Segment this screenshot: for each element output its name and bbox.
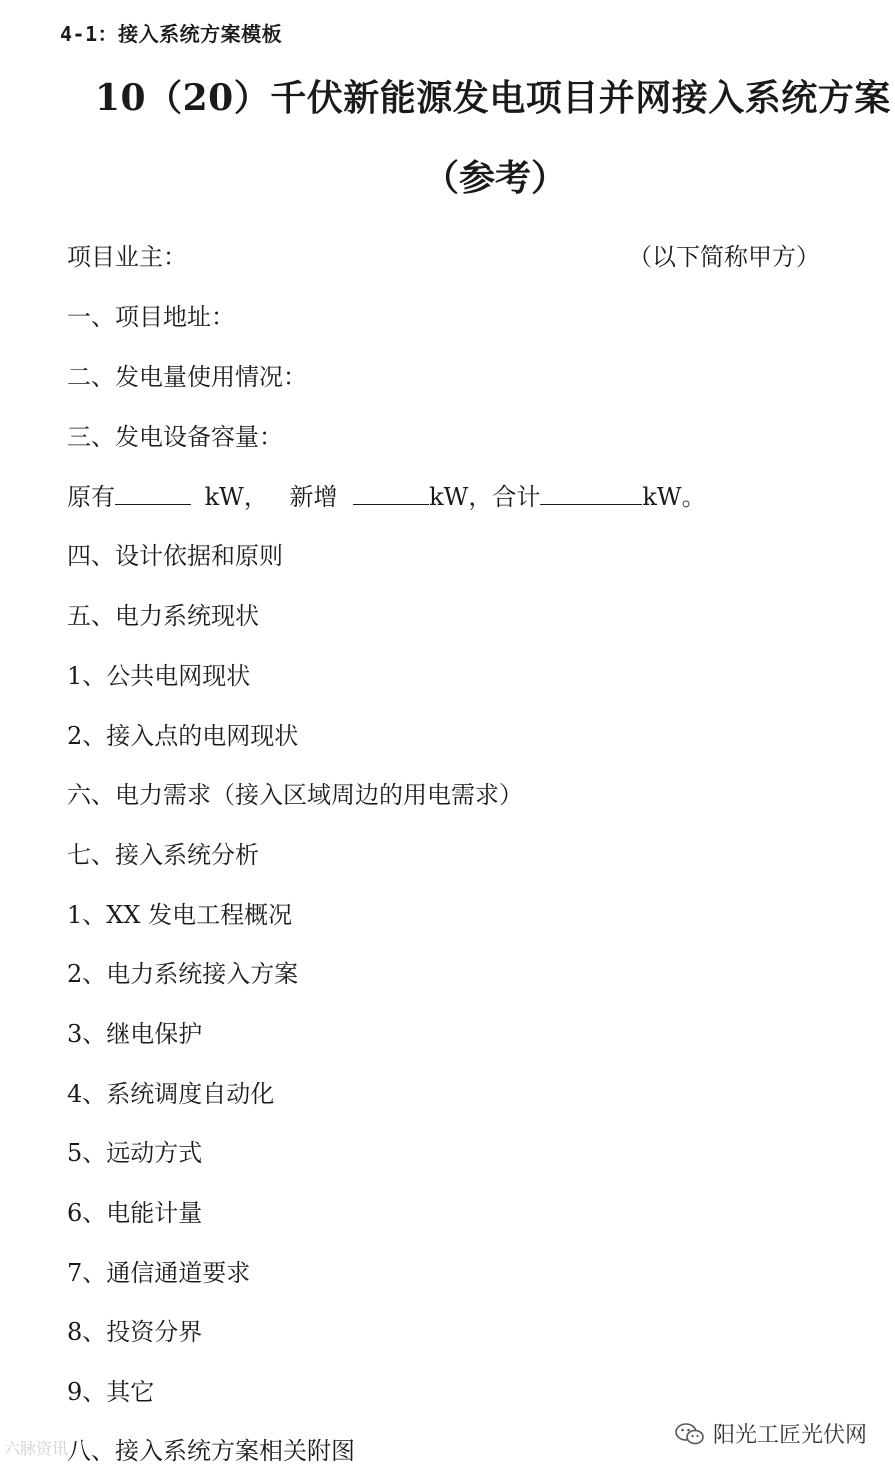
section-attachments: 八、接入系统方案相关附图 — [67, 1437, 355, 1465]
wechat-icon — [675, 1422, 705, 1446]
section-access-analysis: 七、接入系统分析 — [67, 841, 259, 869]
document-title: 10（20）千伏新能源发电项目并网接入系统方案 — [95, 77, 891, 119]
section-equipment-capacity: 三、发电设备容量： — [67, 423, 283, 451]
subsection-project-overview: 1、XX 发电工程概况 — [67, 901, 293, 929]
watermark-right-text: 阳光工匠光伏网 — [713, 1423, 868, 1448]
capacity-existing-label: 原有 — [67, 483, 115, 511]
capacity-new-unit: kW， — [429, 483, 493, 511]
subsection-access-point-status: 2、接入点的电网现状 — [67, 722, 299, 750]
section-power-system-status: 五、电力系统现状 — [67, 602, 259, 630]
capacity-total-blank — [540, 482, 642, 505]
capacity-existing-blank — [115, 482, 191, 505]
owner-note: （以下简称甲方） — [628, 243, 820, 271]
document-label: 4-1：接入系统方案模板 — [60, 22, 283, 46]
subsection-investment-boundary: 8、投资分界 — [67, 1318, 203, 1346]
document-subtitle: （参考） — [422, 157, 567, 199]
capacity-total-unit: kW。 — [642, 483, 706, 511]
section-project-address: 一、项目地址： — [67, 303, 235, 331]
capacity-new-label: 新增 — [289, 483, 338, 511]
watermark-right — [675, 1418, 867, 1449]
watermark-left: 六脉资讯 — [4, 1439, 69, 1458]
subsection-public-grid-status: 1、公共电网现状 — [67, 662, 251, 690]
section-power-usage: 二、发电量使用情况： — [67, 363, 307, 391]
capacity-new-blank — [353, 482, 429, 505]
subsection-relay-protection: 3、继电保护 — [67, 1020, 203, 1048]
subsection-dispatch-automation: 4、系统调度自动化 — [67, 1080, 275, 1108]
capacity-existing-unit: kW， — [204, 483, 268, 511]
subsection-other: 9、其它 — [67, 1378, 155, 1406]
subsection-telecontrol: 5、远动方式 — [67, 1139, 203, 1167]
subsection-energy-metering: 6、电能计量 — [67, 1199, 203, 1227]
owner-label: 项目业主： — [67, 243, 187, 271]
section-power-demand: 六、电力需求（接入区域周边的用电需求） — [67, 781, 523, 809]
capacity-line — [67, 482, 706, 512]
subsection-access-scheme: 2、电力系统接入方案 — [67, 960, 299, 988]
subsection-communication: 7、通信通道要求 — [67, 1259, 251, 1287]
capacity-total-label: 合计 — [492, 483, 541, 511]
section-design-basis: 四、设计依据和原则 — [67, 542, 283, 570]
